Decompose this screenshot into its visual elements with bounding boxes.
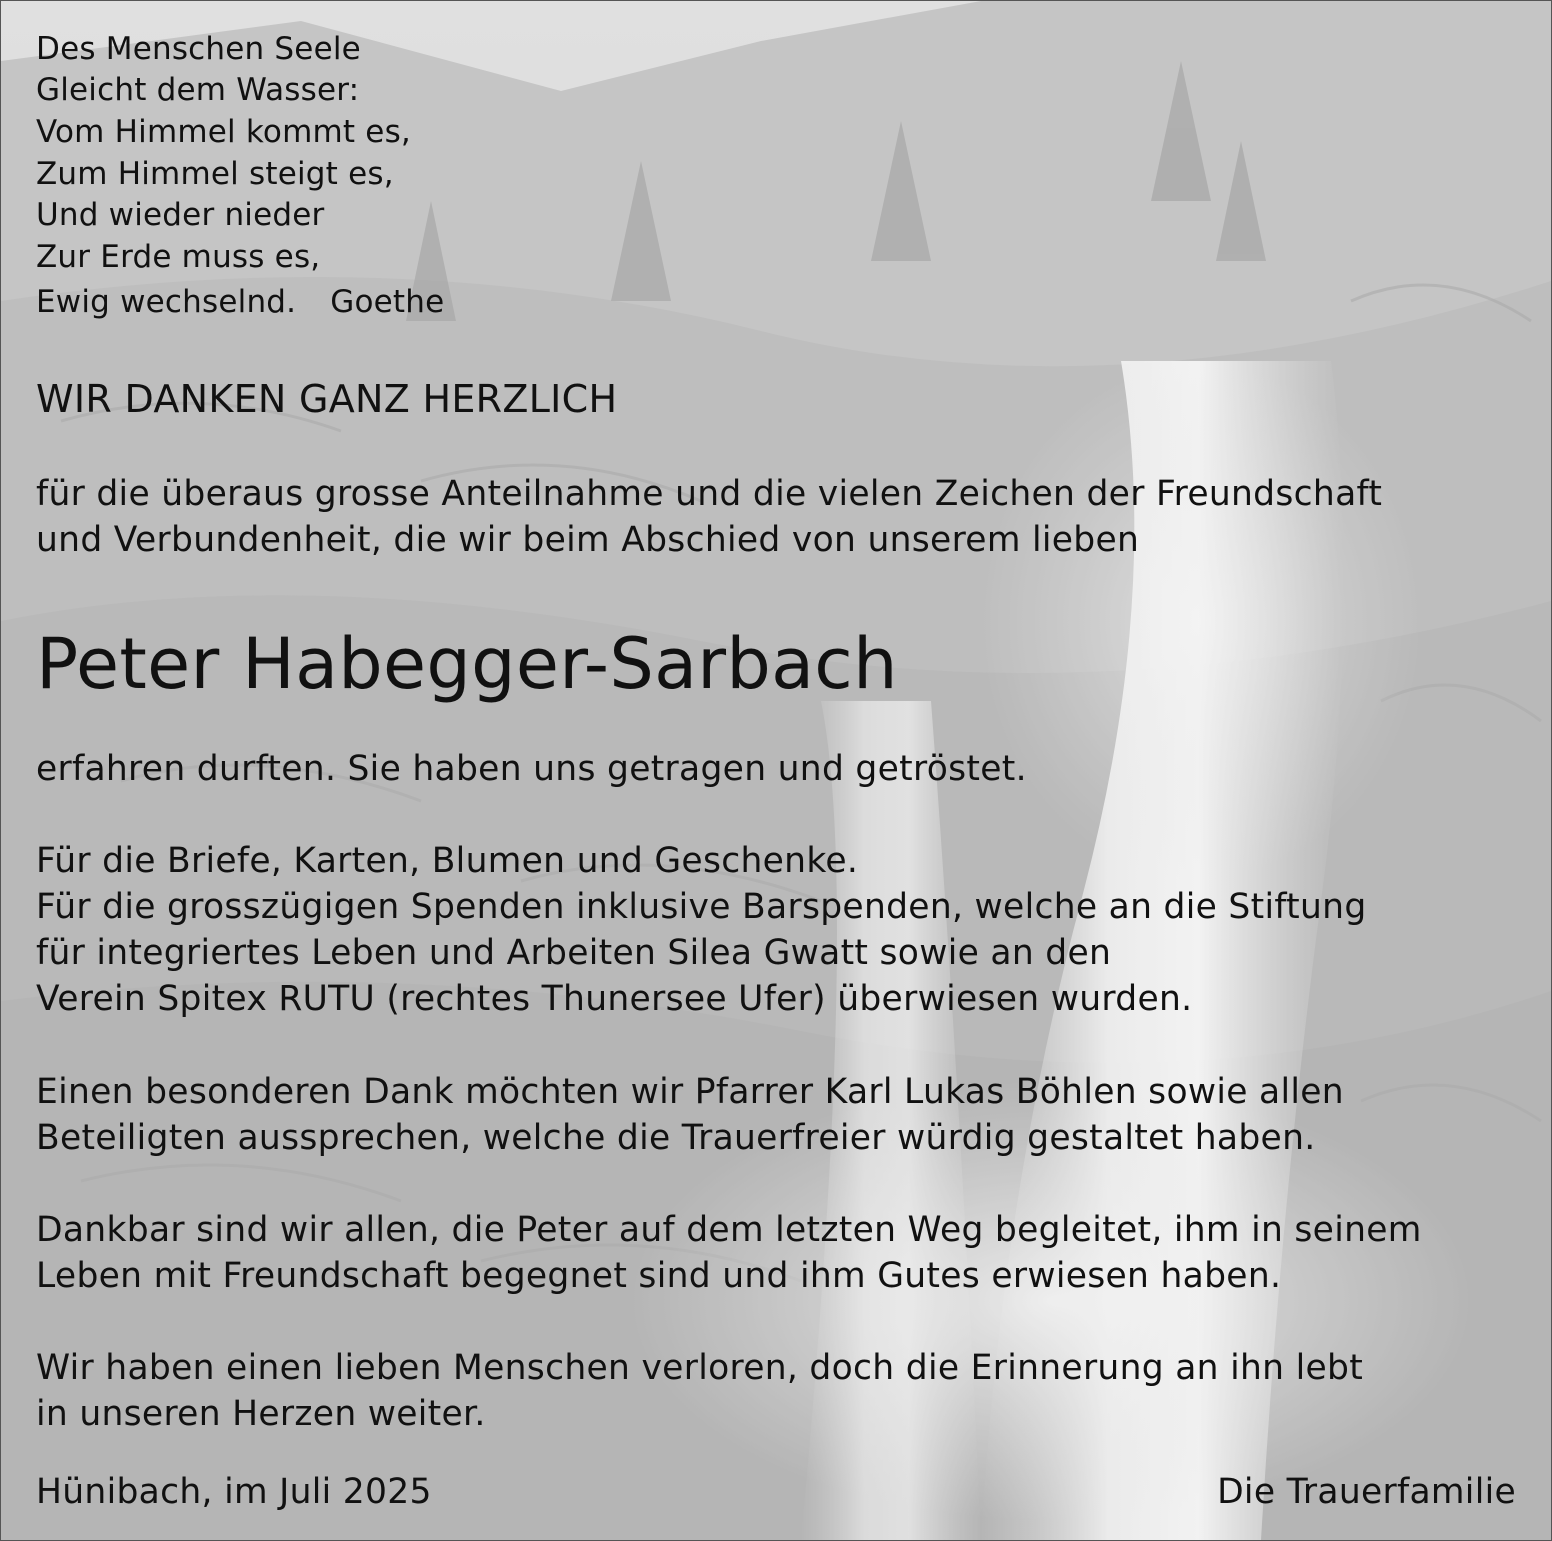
- intro-line: für die überaus grosse Anteilnahme und die vielen Zeichen der Freundschaft: [36, 474, 1383, 514]
- thanks-line: Einen besonderen Dank möchten wir Pfarrer Karl Lukas Böhlen sowie allen: [36, 1072, 1344, 1112]
- grateful-line: Leben mit Freundschaft begegnet sind und ihm Gutes erwiesen haben.: [36, 1256, 1282, 1296]
- after-name-line: erfahren durften. Sie haben uns getragen und getröstet.: [36, 749, 1027, 789]
- poem-line: Gleicht dem Wasser:: [36, 72, 360, 108]
- gifts-line: Verein Spitex RUTU (rechtes Thunersee Ufer) überwiesen wurden.: [36, 979, 1193, 1019]
- gifts-line: für integriertes Leben und Arbeiten Silea Gwatt sowie an den: [36, 933, 1112, 973]
- memory-line: Wir haben einen lieben Menschen verloren, doch die Erinnerung an ihn lebt: [36, 1348, 1364, 1388]
- notice-text: [1, 1, 1551, 1540]
- poem-line: Und wieder nieder: [36, 197, 325, 233]
- poem-line: Zur Erde muss es,: [36, 239, 321, 275]
- place-date: Hünibach, im Juli 2025: [36, 1472, 432, 1512]
- thanks-heading: WIR DANKEN GANZ HERZLICH: [36, 377, 618, 421]
- signature: Die Trauerfamilie: [1217, 1472, 1516, 1512]
- intro-line: und Verbundenheit, die wir beim Abschied von unserem lieben: [36, 520, 1140, 560]
- memory-line: in unseren Herzen weiter.: [36, 1394, 486, 1434]
- poem-line: Vom Himmel kommt es,: [36, 114, 411, 150]
- poem-last-line: [36, 284, 444, 320]
- deceased-name: Peter Habegger-Sarbach: [36, 623, 898, 705]
- poem-line: Des Menschen Seele: [36, 31, 361, 67]
- grateful-line: Dankbar sind wir allen, die Peter auf dem letzten Weg begleitet, ihm in seinem: [36, 1210, 1422, 1250]
- poem-line: Ewig wechselnd.: [36, 284, 297, 320]
- gifts-line: Für die grosszügigen Spenden inklusive Barspenden, welche an die Stiftung: [36, 887, 1367, 927]
- thanks-line: Beteiligten aussprechen, welche die Trauerfreier würdig gestaltet haben.: [36, 1118, 1316, 1158]
- poem-line: Zum Himmel steigt es,: [36, 156, 394, 192]
- gifts-line: Für die Briefe, Karten, Blumen und Geschenke.: [36, 841, 859, 881]
- poem-author: Goethe: [330, 284, 445, 320]
